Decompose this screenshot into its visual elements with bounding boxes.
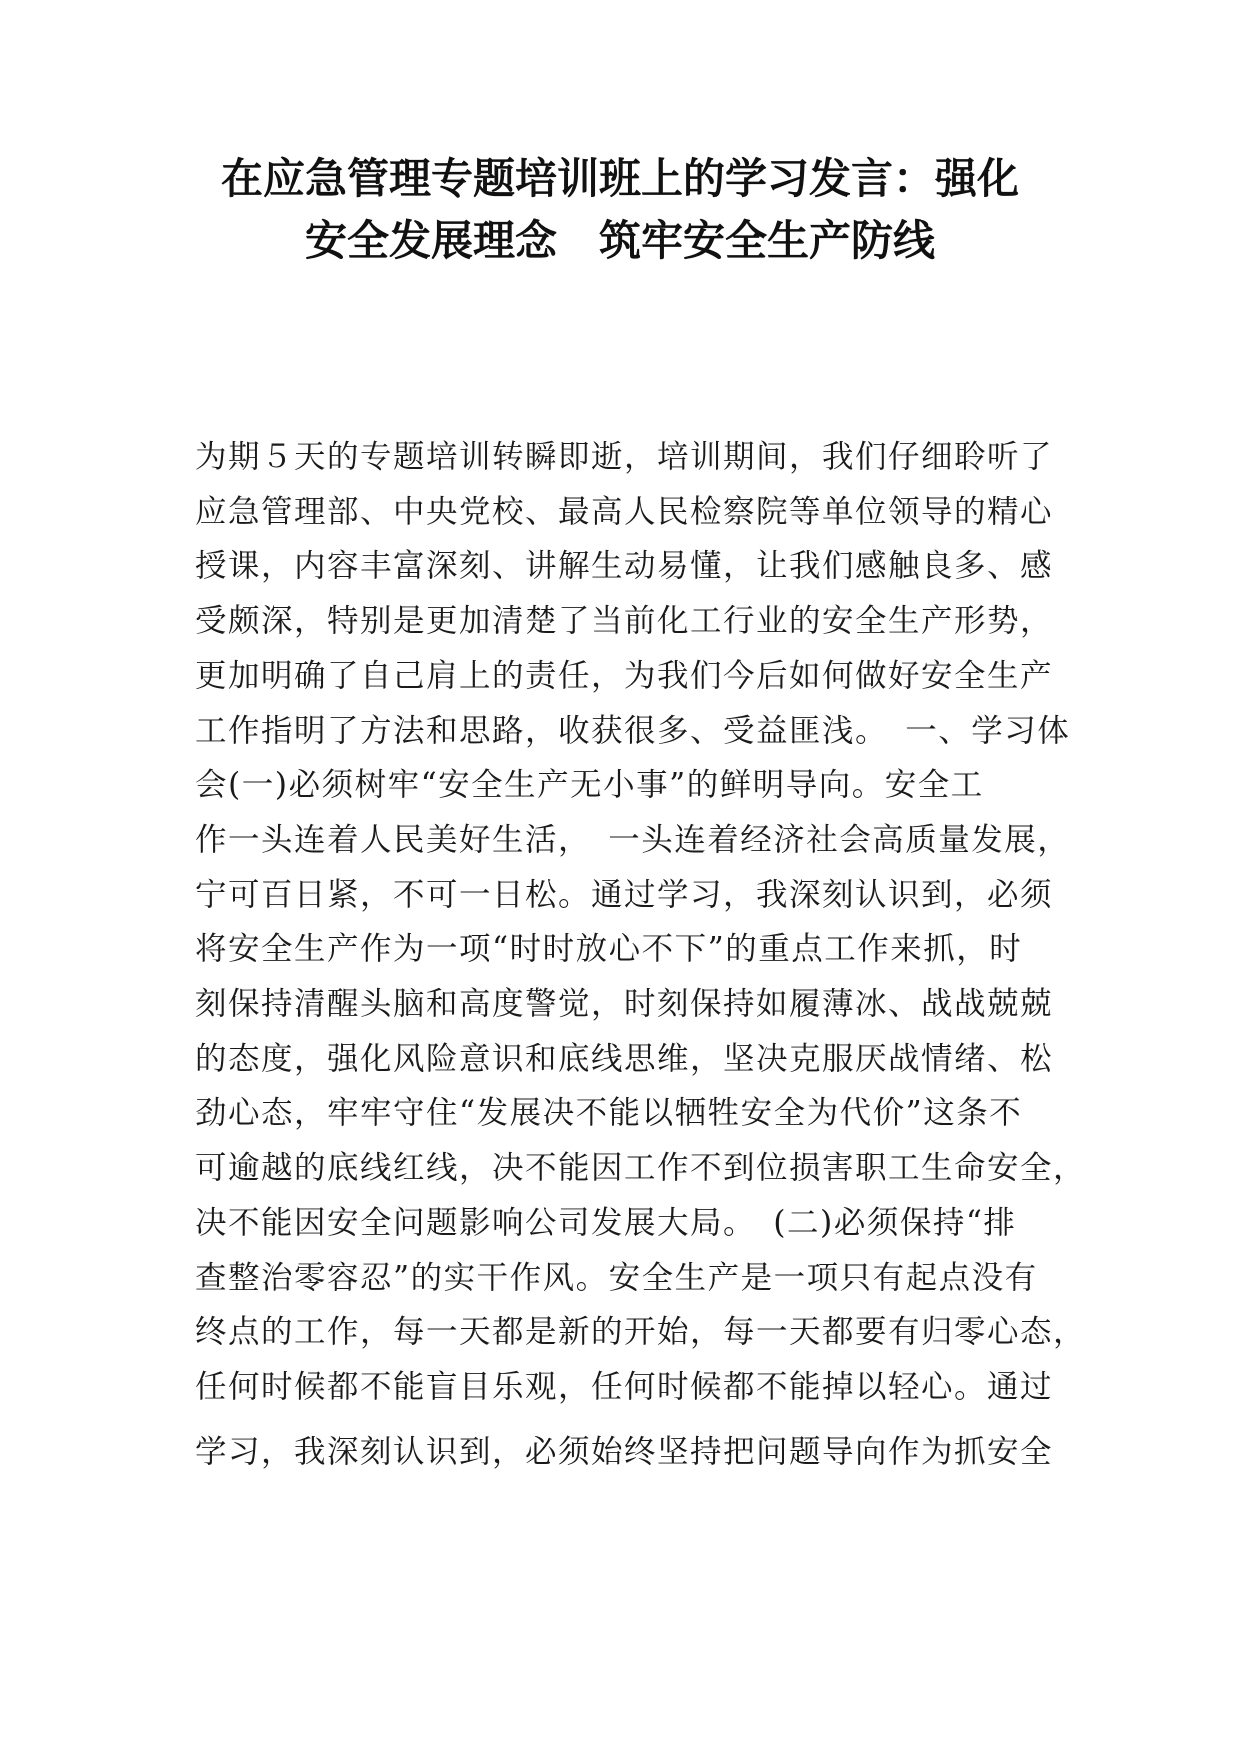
body-line: 任何时候都不能盲目乐观，任何时候都不能掉以轻心。通过 — [195, 1368, 1054, 1405]
body-line: 会(一)必须树牢“安全生产无小事”的鲜明导向。安全工 — [195, 767, 984, 804]
body-line: 受颇深，特别是更加清楚了当前化工行业的安全生产形势， — [195, 603, 1054, 640]
document-title — [150, 148, 1090, 272]
body-line: 终点的工作，每一天都是新的开始，每一天都要有归零心态， — [195, 1314, 1087, 1351]
body-line: 决不能因安全问题影响公司发展大局。 (二)必须保持“排 — [195, 1204, 1017, 1241]
body-line: 劲心态，牢牢守住“发展决不能以牺牲安全为代价”这条不 — [195, 1095, 1023, 1132]
body-line: 的态度，强化风险意识和底线思维，坚决克服厌战情绪、松 — [195, 1040, 1054, 1077]
body-line: 更加明确了自己肩上的责任，为我们今后如何做好安全生产 — [195, 657, 1054, 694]
body-line: 为期５天的专题培训转瞬即逝，培训期间，我们仔细聆听了 — [195, 439, 1054, 475]
title-line-2: 安全发展理念 筑牢安全生产防线 — [304, 216, 935, 265]
body-line: 工作指明了方法和思路，收获很多、受益匪浅。 一、学习体 — [195, 712, 1071, 749]
body-line: 宁可百日紧，不可一日松。通过学习，我深刻认识到，必须 — [195, 876, 1054, 913]
body-line: 授课，内容丰富深刻、讲解生动易懂，让我们感触良多、感 — [195, 548, 1054, 585]
body-line: 刻保持清醒头脑和高度警觉，时刻保持如履薄冰、战战兢兢 — [195, 986, 1054, 1023]
title-line-1: 在应急管理专题培训班上的学习发言：强化 — [220, 154, 1019, 203]
body-line: 学习，我深刻认识到，必须始终坚持把问题导向作为抓安全 — [195, 1433, 1054, 1470]
body-line: 查整治零容忍”的实干作风。安全生产是一项只有起点没有 — [195, 1259, 1038, 1296]
body-line: 将安全生产作为一项“时时放心不下”的重点工作来抓，时 — [195, 931, 1023, 968]
body-line: 作一头连着人民美好生活， 一头连着经济社会高质量发展， — [195, 821, 1071, 858]
document-body — [195, 430, 1087, 1479]
body-line: 应急管理部、中央党校、最高人民检察院等单位领导的精心 — [195, 493, 1054, 530]
body-line: 可逾越的底线红线，决不能因工作不到位损害职工生命安全， — [195, 1150, 1087, 1187]
